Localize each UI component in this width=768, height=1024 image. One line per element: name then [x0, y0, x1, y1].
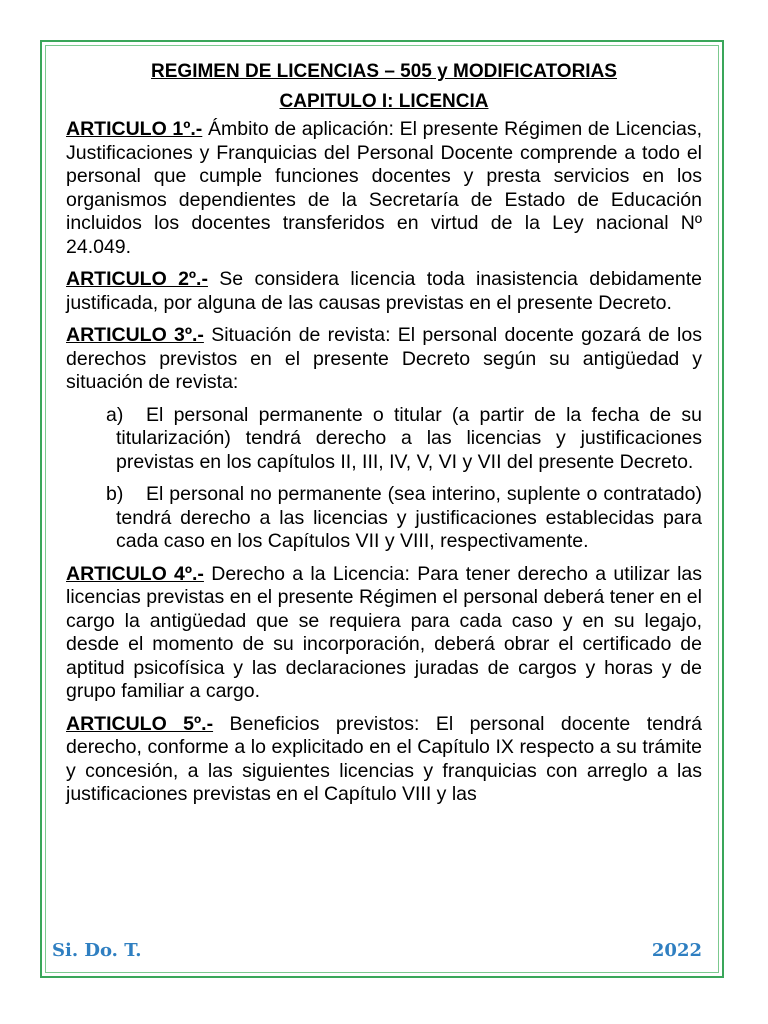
- footer-year: 2022: [651, 940, 702, 961]
- list-marker: b): [106, 483, 124, 505]
- list-item-text: El personal permanente o titular (a partir de la fecha de su titularización) tendrá derecho a las licencias y justificaciones previstas en los capítulos II, III, IV, V, VI y VII del presente Decreto.: [116, 403, 702, 473]
- article-3-text: Situación de revista: El personal docente gozará de los derechos previstos en el presente Decreto según su antigüedad y situación de revista:: [66, 324, 702, 393]
- footer-organization: Si. Do. T.: [52, 940, 142, 961]
- article-2: [66, 268, 702, 315]
- article-3: [66, 324, 702, 395]
- article-3-item-a: [106, 403, 702, 475]
- article-1-text: Ámbito de aplicación: El presente Régimen de Licencias, Justificaciones y Franquicias del Personal Docente comprende a todo el personal que cumple funciones docentes y presta servicios en los organismos dependientes de la Secretaría de Estado de Educación incluidos los docentes transferidos en virtud de la Ley nacional Nº 24.049.: [66, 118, 702, 258]
- article-5-heading: ARTICULO 5º.-: [66, 712, 214, 735]
- chapter-title: CAPITULO I: LICENCIA: [279, 91, 489, 112]
- list-marker: a): [106, 403, 124, 426]
- article-1-heading: ARTICULO 1º.-: [66, 118, 203, 140]
- article-1: [66, 118, 702, 259]
- article-2-heading: ARTICULO 2º.-: [66, 268, 208, 290]
- article-4-text: Derecho a la Licencia: Para tener derecho a utilizar las licencias previstas en el presente Régimen el personal deberá tener en el cargo la antigüedad que se requiera para cada caso y en su legajo, desde el momento de su incorporación, deberá obrar el certificado de aptitud psicofísica y las declaraciones juradas de cargos y horas y de grupo familiar a cargo.: [66, 562, 702, 702]
- document-body: [66, 60, 702, 816]
- article-3-item-b: [106, 483, 702, 554]
- document-title: REGIMEN DE LICENCIAS – 505 y MODIFICATORIAS: [151, 61, 617, 82]
- article-5: [66, 713, 702, 807]
- article-2-text: Se considera licencia toda inasistencia debidamente justificada, por alguna de las causas previstas en el presente Decreto.: [66, 268, 702, 314]
- article-4: [66, 563, 702, 704]
- article-4-heading: ARTICULO 4º.-: [66, 562, 204, 585]
- list-item-text: El personal no permanente (sea interino, suplente o contratado) tendrá derecho a las licencias y justificaciones establecidas para cada caso en los Capítulos VII y VIII, respectivamente.: [116, 483, 702, 552]
- article-3-heading: ARTICULO 3º.-: [66, 324, 204, 346]
- article-5-text: Beneficios previstos: El personal docente tendrá derecho, conforme a lo explicitado en el Capítulo IX respecto a su trámite y concesión, a las siguientes licencias y franquicias con arreglo a las justificaciones previstas en el Capítulo VIII y las: [66, 712, 702, 805]
